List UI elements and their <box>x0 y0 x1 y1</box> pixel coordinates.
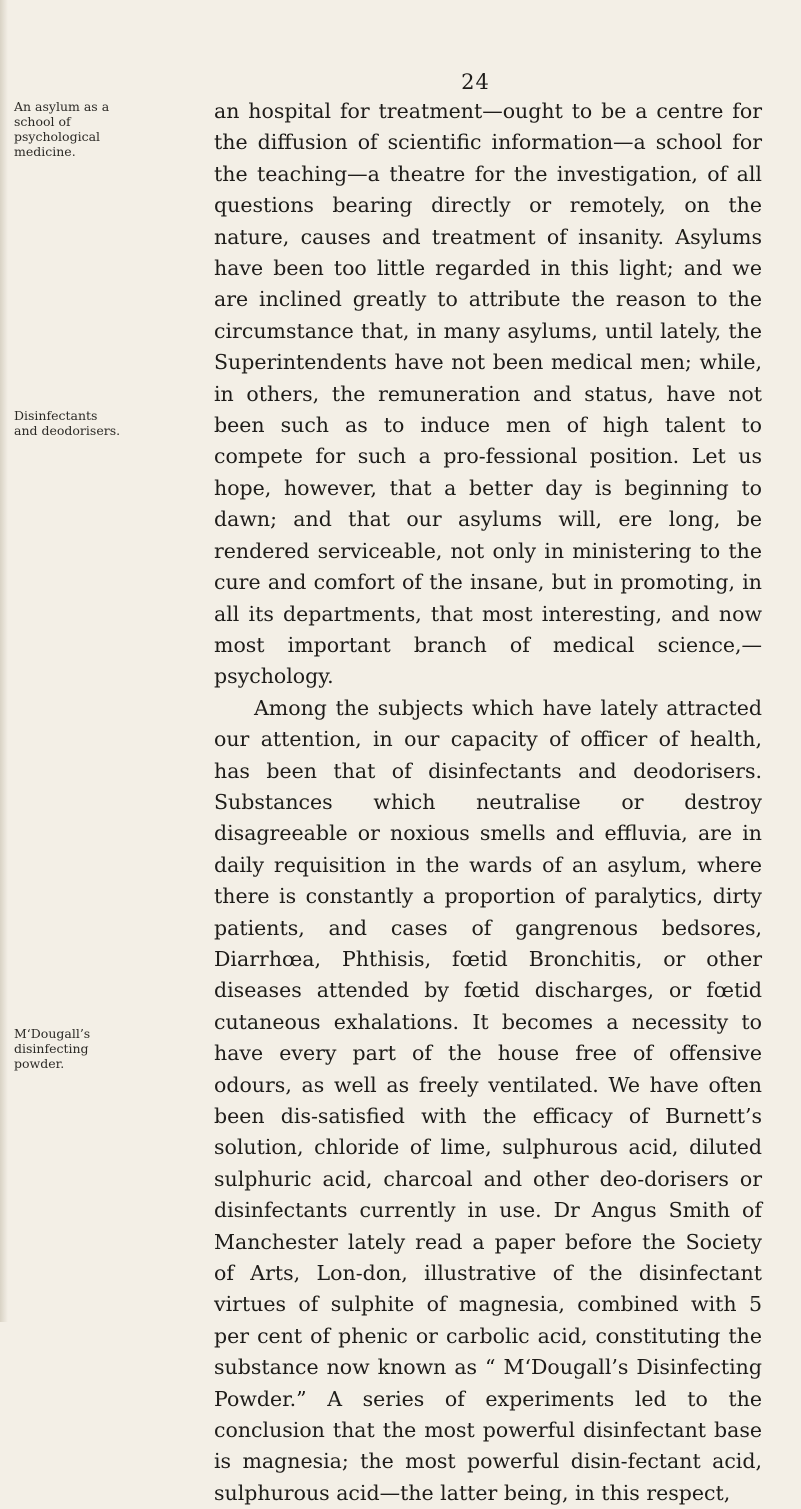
page-number: 24 <box>461 70 490 94</box>
margin-note-line: M‘Dougall’s <box>14 1026 91 1041</box>
paragraph-asylum: an hospital for treatment—ought to be a centre for the diffusion of scientific information—a school for the teaching—a theatre for the investigation, of all questions bearing directly or remotely, on the nature, causes and treatment of insanity. Asylums have been too little regarded in this light; and we are inclined greatly to attribute the reason to the circumstance that, in many asylums, until lately, the Superintendents have not been medical men; while, in others, the remuneration and status, have not been such as to induce men of high talent to compete for such a pro-fessional position. Let us hope, however, that a better day is beginning to dawn; and that our asylums will, ere long, be rendered serviceable, not only in ministering to the cure and comfort of the insane, but in promoting, in all its departments, that most interesting, and now most important branch of medical science,—psychology. <box>214 99 762 689</box>
margin-note-asylum <box>14 99 126 159</box>
body-text <box>214 96 762 1509</box>
margin-note-line: and deodorisers. <box>14 423 121 438</box>
margin-note-line: Disinfectants <box>14 408 98 423</box>
margin-note-line: powder. <box>14 1056 65 1071</box>
paragraph-disinfectants: Among the subjects which have lately attracted our attention, in our capacity of officer of health, has been that of disinfectants and deodorisers. Substances which neutralise or destroy disagreeable or noxious smells and effluvia, are in daily requisition in the wards of an asylum, where there is constantly a proportion of paralytics, dirty patients, and cases of gangrenous bedsores, Diarrhœa, Phthisis, fœtid Bronchitis, or other diseases attended by fœtid discharges, or fœtid cutaneous exhalations. It becomes a necessity to have every part of the house free of offensive odours, as well as freely ventilated. We have often been dis-satisfied with the efficacy of Burnett’s solution, chloride of lime, sulphurous acid, diluted sulphuric acid, charcoal and other deo-dorisers or disinfectants currently in use. Dr Angus Smith of Manchester lately read a paper before the Society of Arts, Lon-don, illustrative of the disinfectant virtues of sulphite of magnesia, combined with 5 per cent of phenic or carbolic acid, constituting the substance now known as “ M‘Dougall’s Disinfecting Powder.” A series of experiments led to the conclusion that the most powerful disinfectant base is magnesia; the most powerful disin-fectant acid, sulphurous acid—the latter being, in this respect, <box>214 695 762 1505</box>
margin-note-line: psychological <box>14 129 101 144</box>
page-edge <box>0 0 8 1322</box>
margin-note-line: disinfecting <box>14 1041 89 1056</box>
margin-note-mdougall <box>14 1026 126 1071</box>
margin-note-line: medicine. <box>14 144 76 159</box>
margin-note-line: An asylum as a <box>14 99 110 114</box>
margin-note-disinfectants <box>14 408 126 438</box>
margin-note-line: school of <box>14 114 71 129</box>
